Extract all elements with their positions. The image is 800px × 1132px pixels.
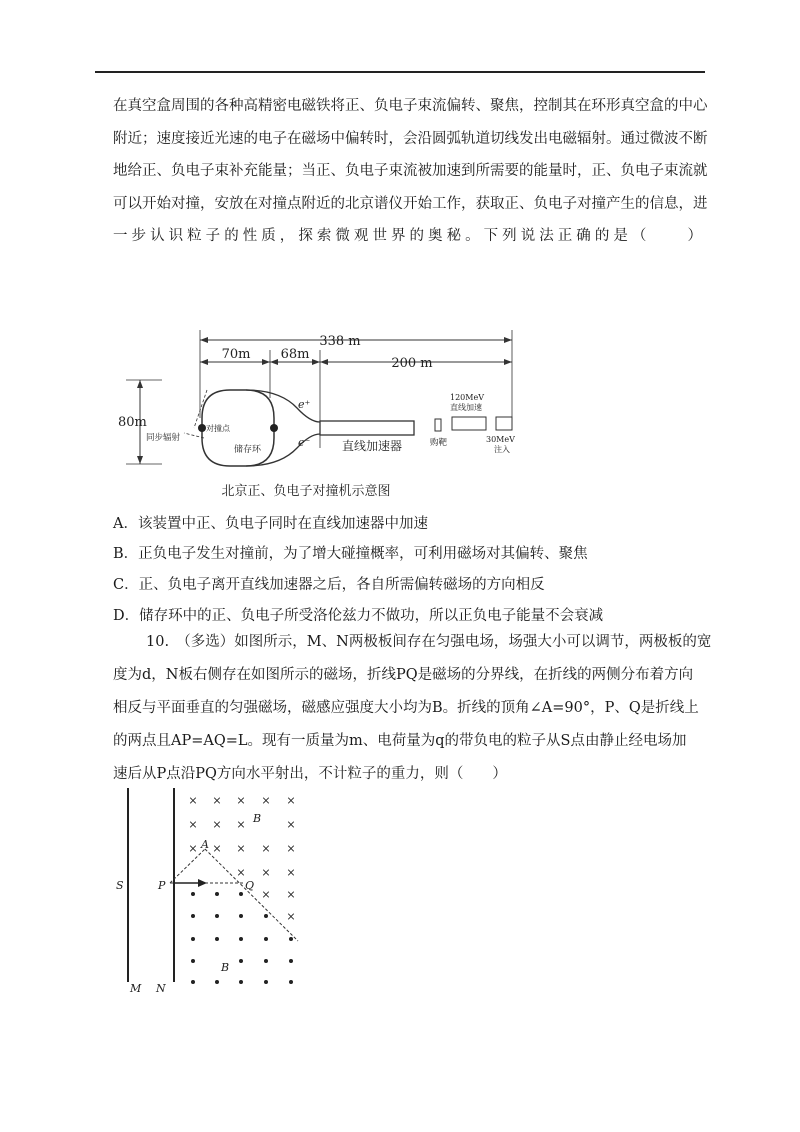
field-cross-mark: × xyxy=(261,794,271,807)
field-dot-mark xyxy=(191,892,195,896)
field-cross-mark: × xyxy=(286,910,296,923)
mev120-label: 120MeV xyxy=(450,393,484,402)
q10-line: 速后从P点沿PQ方向水平射出，不计粒子的重力，则（ ） xyxy=(113,766,507,782)
mev30-label: 30MeV xyxy=(486,435,515,444)
option-a: A．该装置中正、负电子同时在直线加速器中加速 xyxy=(113,516,428,532)
target-label: 购靶 xyxy=(430,438,448,448)
option-b: B．正负电子发生对撞前，为了增大碰撞概率，可利用磁场对其偏转、聚焦 xyxy=(113,546,588,562)
field-cross-mark: × xyxy=(236,866,246,879)
dim-70-label: 70m xyxy=(221,347,251,362)
dim-200-label: 200 m xyxy=(391,356,433,371)
boundary-aq xyxy=(205,849,298,941)
linac-120-box xyxy=(452,417,486,430)
intro-line: 一步认识粒子的性质，探索微观世界的奥秘。下列说法正确的是（ ） xyxy=(113,228,705,244)
field-cross-mark: × xyxy=(212,794,222,807)
field-cross-mark: × xyxy=(212,818,222,831)
dim-68-label: 68m xyxy=(280,347,310,362)
field-dot-mark xyxy=(289,980,293,984)
collision-point-marker xyxy=(198,424,206,432)
injector-box xyxy=(496,417,512,430)
storage-ring-label: 储存环 xyxy=(234,445,262,455)
field-into-page xyxy=(188,794,295,923)
collision-point-label: 对撞点 xyxy=(206,424,230,433)
field-figure xyxy=(108,786,318,996)
field-dot-mark xyxy=(264,937,268,941)
field-cross-mark: × xyxy=(286,842,296,855)
field-cross-mark: × xyxy=(286,866,296,879)
field-cross-mark: × xyxy=(286,888,296,901)
field-dot-mark xyxy=(239,892,243,896)
field-cross-mark: × xyxy=(236,794,246,807)
e-minus-label: e⁻ xyxy=(298,436,311,449)
header-rule xyxy=(95,71,705,73)
dim-height-label: 80m xyxy=(118,415,147,430)
label-p: P xyxy=(158,879,166,892)
field-dot-mark xyxy=(239,937,243,941)
field-dot-mark xyxy=(191,914,195,918)
option-c: C．正、负电子离开直线加速器之后，各自所需偏转磁场的方向相反 xyxy=(113,577,545,593)
field-dot-mark xyxy=(264,980,268,984)
field-cross-mark: × xyxy=(188,818,198,831)
q10-line: 10. （多选）如图所示，M、N两极板间存在匀强电场，场强大小可以调节，两极板的宽 xyxy=(146,634,712,650)
field-cross-mark: × xyxy=(261,888,271,901)
injection-label: 注入 xyxy=(494,445,510,454)
question-10 xyxy=(113,626,712,791)
field-dot-mark xyxy=(191,980,195,984)
field-cross-mark: × xyxy=(286,794,296,807)
option-d: D．储存环中的正、负电子所受洛伦兹力不做功，所以正负电子能量不会衰减 xyxy=(113,608,604,624)
q10-line: 的两点且AP=AQ=L。现有一质量为m、电荷量为q的带负电的粒子从S点由静止经电场加 xyxy=(113,733,687,749)
figure-caption: 北京正、负电子对撞机示意图 xyxy=(221,484,391,499)
q10-line: 度为d，N板右侧存在如图所示的磁场，折线PQ是磁场的分界线，在折线的两侧分布着方向 xyxy=(113,667,694,683)
intro-line: 地给正、负电子束补充能量；当正、负电子束流被加速到所需要的能量时，正、负电子束流就 xyxy=(113,163,708,179)
intro-paragraph xyxy=(113,90,708,253)
field-cross-mark: × xyxy=(236,842,246,855)
sync-radiation-label: 同步辐射 xyxy=(146,433,181,443)
label-m: M xyxy=(130,982,142,995)
field-dot-mark xyxy=(239,914,243,918)
label-n: N xyxy=(156,982,166,995)
field-dot-mark xyxy=(239,959,243,963)
e-plus-label: e⁺ xyxy=(298,398,311,411)
dim-total-label: 338 m xyxy=(319,334,361,349)
field-dot-mark xyxy=(215,892,219,896)
field-dot-mark xyxy=(215,937,219,941)
q10-line: 相反与平面垂直的匀强磁场，磁感应强度大小均为B。折线的顶角∠A=90°，P、Q是折线上 xyxy=(113,700,699,716)
field-dot-mark xyxy=(264,959,268,963)
intro-line: 附近；速度接近光速的电子在磁场中偏转时，会沿圆弧轨道切线发出电磁辐射。通过微波不断 xyxy=(113,130,708,147)
linac-label: 直线加速器 xyxy=(342,439,403,453)
label-q: Q xyxy=(245,879,255,892)
field-cross-mark: × xyxy=(236,818,246,831)
field-dot-mark xyxy=(289,959,293,963)
field-dot-mark xyxy=(215,914,219,918)
field-out-of-page xyxy=(191,892,296,984)
field-dot-mark xyxy=(191,959,195,963)
label-b-bottom: B xyxy=(221,961,230,974)
field-dot-mark xyxy=(191,937,195,941)
linac-tube xyxy=(320,421,414,435)
linac-small-label: 直线加速 xyxy=(450,403,482,412)
target-box xyxy=(435,419,441,431)
label-b-top: B xyxy=(253,812,262,825)
label-s: S xyxy=(116,879,124,892)
field-cross-mark: × xyxy=(261,866,271,879)
intro-line: 在真空盒周围的各种高精密电磁铁将正、负电子束流偏转、聚焦，控制其在环形真空盒的中心 xyxy=(113,98,708,114)
field-dot-mark xyxy=(215,980,219,984)
intro-line: 可以开始对撞，安放在对撞点附近的北京谱仪开始工作，获取正、负电子对撞产生的信息，进 xyxy=(113,195,708,212)
collision-point-marker xyxy=(270,424,278,432)
collider-figure xyxy=(112,328,532,508)
field-dot-mark xyxy=(264,914,268,918)
field-dot-mark xyxy=(289,937,293,941)
field-cross-mark: × xyxy=(261,842,271,855)
field-cross-mark: × xyxy=(286,818,296,831)
label-a: A xyxy=(201,838,209,851)
field-dot-mark xyxy=(239,980,243,984)
field-cross-mark: × xyxy=(212,842,222,855)
field-cross-mark: × xyxy=(188,842,198,855)
field-cross-mark: × xyxy=(188,794,198,807)
